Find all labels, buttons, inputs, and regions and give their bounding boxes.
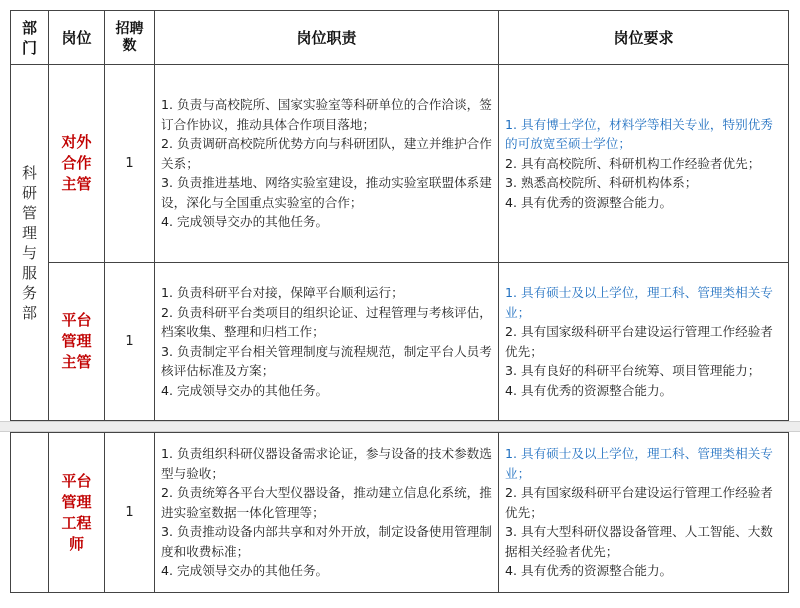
duties-cell [155, 263, 499, 421]
duty-item: 3. 负责推进基地、网络实验室建设，推动实验室联盟体系建设，深化与全国重点实验室的合作； [161, 175, 492, 210]
duty-item: 1. 负责组织科研仪器设备需求论证，参与设备的技术参数选型与验收； [161, 446, 492, 481]
requirement-item-highlight: 1. 具有硕士及以上学位，理工科、管理类相关专业； [505, 285, 773, 320]
header-row [11, 11, 789, 65]
requirement-item: 2. 具有国家级科研平台建设运行管理工作经验者优先； [505, 485, 773, 520]
requirement-item-highlight: 1. 具有博士学位，材料学等相关专业，特别优秀的可放宽至硕士学位； [505, 116, 773, 152]
table-row [11, 433, 789, 593]
duty-item: 4. 完成领导交办的其他任务。 [161, 382, 329, 398]
requirement-item: 3. 熟悉高校院所、科研机构体系； [505, 175, 698, 191]
duty-item: 4. 完成领导交办的其他任务。 [161, 214, 329, 230]
department-cell [11, 65, 49, 421]
requirements-cell [499, 263, 789, 421]
duty-item: 1. 负责与高校院所、国家实验室等科研单位的合作洽谈，签订合作协议，推动具体合作项目落地； [161, 97, 492, 132]
duties-cell [155, 433, 499, 593]
page-break-divider [0, 421, 800, 432]
duty-item: 3. 负责推动设备内部共享和对外开放，制定设备使用管理制度和收费标准； [161, 524, 492, 559]
duties-cell [155, 65, 499, 263]
count-cell: 1 [105, 433, 155, 593]
recruitment-table-bottom [10, 432, 789, 593]
count-cell: 1 [105, 263, 155, 421]
department-name: 科研管理与服务部 [21, 163, 37, 322]
position-cell: 对外合作主管 [49, 65, 105, 263]
header-requirements: 岗位要求 [499, 11, 789, 65]
header-position: 岗位 [49, 11, 105, 65]
header-duties: 岗位职责 [155, 11, 499, 65]
requirement-item: 4. 具有优秀的资源整合能力。 [505, 194, 673, 210]
table-row [11, 65, 789, 263]
requirements-cell [499, 65, 789, 263]
table-row [11, 263, 789, 421]
requirement-item: 2. 具有高校院所、科研机构工作经验者优先； [505, 155, 761, 171]
position-cell: 平台管理主管 [49, 263, 105, 421]
duty-item: 2. 负责统筹各平台大型仪器设备，推动建立信息化系统，推进实验室数据一体化管理等； [161, 485, 492, 520]
requirement-item: 3. 具有良好的科研平台统筹、项目管理能力； [505, 363, 761, 378]
duty-item: 2. 负责科研平台类项目的组织论证、过程管理与考核评估，档案收集、整理和归档工作； [161, 304, 492, 339]
requirement-item-highlight: 1. 具有硕士及以上学位，理工科、管理类相关专业； [505, 446, 773, 481]
requirement-item: 4. 具有优秀的资源整合能力。 [505, 382, 673, 398]
duty-item: 3. 负责制定平台相关管理制度与流程规范，制定平台人员考核评估标准及方案； [161, 343, 492, 378]
requirement-item: 2. 具有国家级科研平台建设运行管理工作经验者优先； [505, 324, 773, 359]
duty-item: 1. 负责科研平台对接，保障平台顺利运行； [161, 285, 404, 300]
requirement-item: 4. 具有优秀的资源整合能力。 [505, 563, 673, 579]
duty-item: 4. 完成领导交办的其他任务。 [161, 563, 329, 579]
position-cell: 平台管理工程师 [49, 433, 105, 593]
header-dept: 部门 [11, 11, 49, 65]
count-cell: 1 [105, 65, 155, 263]
header-count: 招聘数 [105, 11, 155, 65]
requirement-item: 3. 具有大型科研仪器设备管理、人工智能、大数据相关经验者优先； [505, 524, 773, 559]
department-cell-continued [11, 433, 49, 593]
recruitment-table-top [10, 10, 789, 421]
duty-item: 2. 负责调研高校院所优势方向与科研团队，建立并维护合作关系； [161, 136, 492, 171]
requirements-cell [499, 433, 789, 593]
